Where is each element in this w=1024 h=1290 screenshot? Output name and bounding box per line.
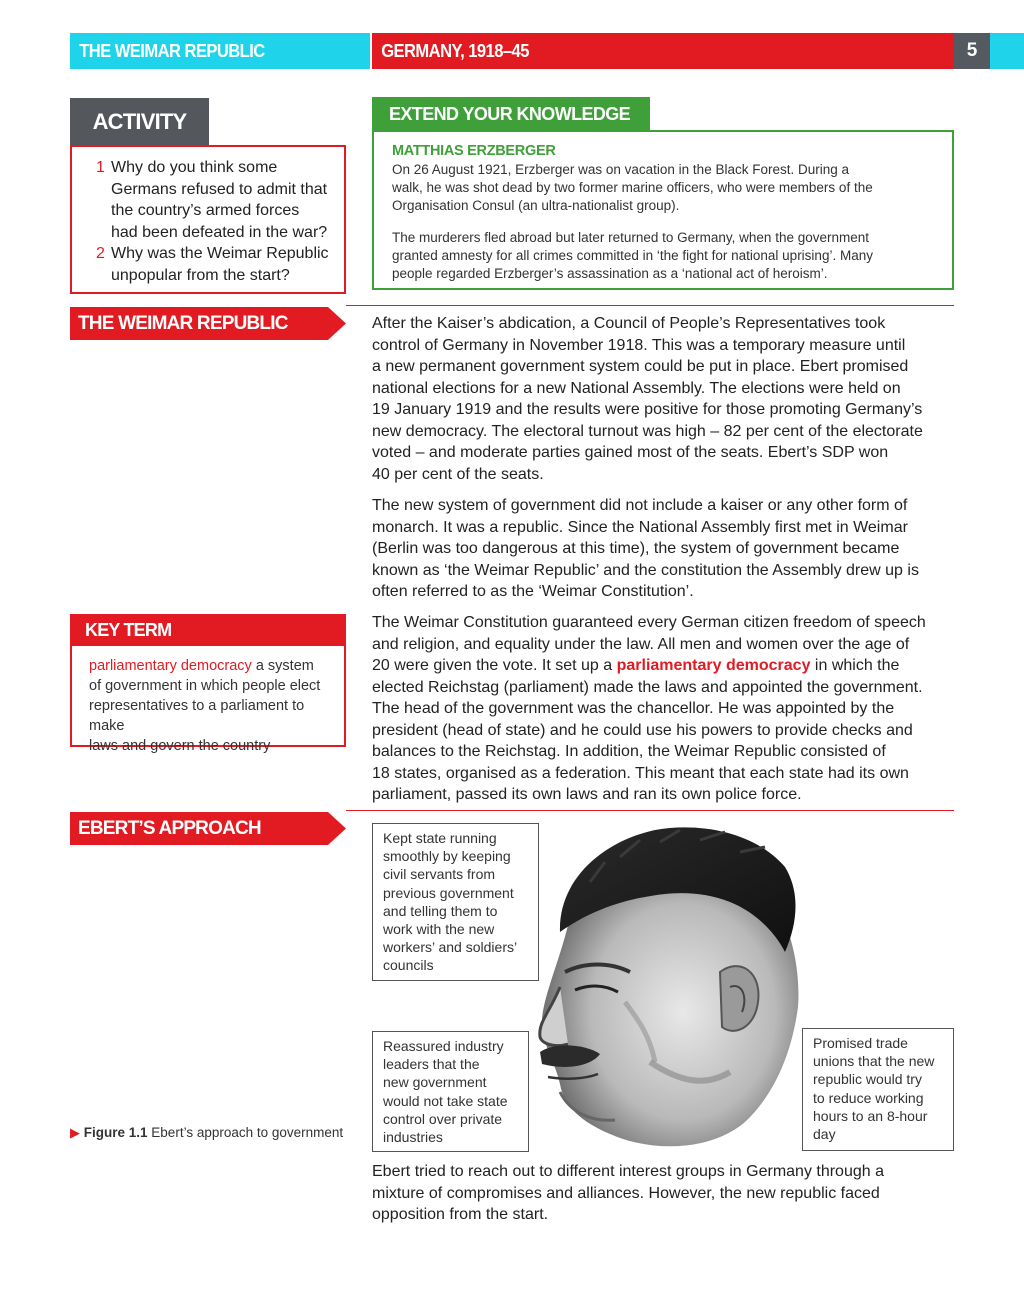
text-line: Promised trade [813,1035,908,1051]
text-line: (Berlin was too dangerous at this time), the system of government became [372,540,900,557]
ebert-portrait-image [530,822,805,1154]
text-line: people regarded Erzberger’s assassination as a ‘national act of heroism’. [392,266,828,281]
text-line: would not take state [383,1092,508,1109]
text-line: president (head of state) and he could use his powers to provide checks and [372,721,913,739]
question-line: Germans refused to admit that [111,180,328,198]
activity-question-1 [96,157,336,243]
section-banner-ebert [70,812,346,845]
header-left-band [70,33,370,69]
text-line: national elections for a new National Assembly. The elections were held on [372,379,901,397]
text-line: On 26 August 1921, Erzberger was on vacation in the Black Forest. During a [392,162,850,177]
key-term-title: KEY TERM [70,614,346,646]
text-line [89,656,339,676]
text-line: 18 states, organised as a federation. This meant that each state had its own [372,764,909,782]
weimar-paragraph-3 [372,612,952,806]
question-line: Why do you think some [111,159,278,176]
text-line: and telling them to [383,902,498,919]
text-fragment: a system [251,658,314,674]
text-line: The new system of government did not include a kaiser or any other form of [372,497,908,514]
weimar-paragraph-1 [372,313,952,485]
text-line: smoothly by keeping [383,848,511,865]
text-line: laws and govern the country [89,738,271,754]
text-line: work with the new [383,921,495,938]
header-right-band [372,33,954,69]
text-line: councils [383,957,434,974]
weimar-paragraph-2 [372,495,952,603]
text-line: walk, he was shot dead by two former marine officers, who were members of the [392,180,873,195]
text-line: hours to an 8-hour [813,1107,928,1124]
text-line: elected Reichstag (parliament) made the laws and appointed the government. [372,678,923,696]
text-line: new government [383,1074,487,1091]
text-fragment: in which the [810,657,900,674]
page-number: 5 [954,33,990,69]
section-title: EBERT’S APPROACH [78,818,261,839]
text-line: The Weimar Constitution guaranteed every German citizen freedom of speech [372,614,926,631]
figure-caption [70,1125,343,1141]
text-line: leaders that the [383,1056,480,1073]
text-line: parliament, passed its own laws and ran its own police force. [372,786,802,803]
caption-text: Ebert’s approach to government [147,1125,344,1140]
text-line: civil servants from [383,866,496,883]
text-line: control of Germany in November 1918. This was a temporary measure until [372,336,906,354]
text-line: opposition from the start. [372,1206,549,1223]
question-line: had been defeated in the war? [111,223,328,241]
text-line: Organisation Consul (an ultra-nationalist group). [392,198,680,213]
text-line: often referred to as the ‘Weimar Constitution’. [372,583,694,600]
extend-paragraph-1 [392,161,940,215]
text-line: voted – and moderate parties gained most of the seats. Ebert’s SDP won [372,444,889,461]
ebert-approach-box-trade-unions [802,1028,954,1151]
question-line: unpopular from the start? [111,266,290,284]
section-banner-weimar [70,307,346,340]
activity-question-2 [96,243,336,286]
ebert-closing-paragraph [372,1161,952,1226]
section-rule [346,305,954,306]
header-right-title: GERMANY, 1918–45 [381,41,529,61]
header-left-title: THE WEIMAR REPUBLIC [79,41,265,61]
ebert-approach-box-civil-servants [372,823,539,981]
text-line: 19 January 1919 and the results were positive for those promoting Germany’s [372,401,923,418]
text-fragment: 20 were given the vote. It set up a [372,657,617,674]
header-right-edge [990,33,1024,69]
text-line: and religion, and equality under the law. All men and women over the age of [372,635,910,653]
text-line: previous government [383,884,514,901]
text-line: balances to the Reichstag. In addition, the Weimar Republic consisted of [372,743,886,760]
section-rule [346,810,954,811]
ebert-approach-box-industry [372,1031,529,1152]
caption-arrow-icon: ▶ [70,1125,80,1140]
text-line: granted amnesty for all crimes committed in ‘the fight for national uprising’. Many [392,248,873,263]
key-term-word: parliamentary democracy [89,658,252,674]
text-line: of government in which people elect [89,678,321,694]
text-line: Kept state running [383,830,497,846]
question-number: 2 [96,245,105,262]
text-line [372,655,952,677]
question-line: the country’s armed forces [111,202,300,219]
caption-label: Figure 1.1 [83,1125,148,1140]
section-title: THE WEIMAR REPUBLIC [78,313,288,334]
text-line: day [813,1126,836,1143]
text-line: known as ‘the Weimar Republic’ and the constitution the Assembly drew up is [372,561,919,579]
text-line: Ebert tried to reach out to different interest groups in Germany through a [372,1163,884,1180]
extend-title: EXTEND YOUR KNOWLEDGE [372,97,650,131]
activity-title: ACTIVITY [70,98,209,145]
text-line: a new permanent government system could be put in place. Ebert promised [372,358,909,375]
text-line: republic would try [813,1071,922,1088]
text-line: control over private [383,1110,503,1127]
extend-heading: MATTHIAS ERZBERGER [392,143,556,159]
activity-box [70,145,346,294]
text-line: new democracy. The electoral turnout was high – 82 per cent of the electorate [372,422,923,440]
text-line: unions that the new [813,1053,935,1070]
text-line: 40 per cent of the seats. [372,465,544,483]
text-line: Reassured industry [383,1038,504,1054]
text-line: The head of the government was the chancellor. He was appointed by the [372,700,895,717]
text-line: industries [383,1129,443,1146]
extend-paragraph-2 [392,229,940,283]
key-term-definition [89,656,339,756]
text-line: monarch. It was a republic. Since the National Assembly first met in Weimar [372,518,908,536]
text-line: After the Kaiser’s abdication, a Council of People’s Representatives took [372,315,886,332]
text-line: representatives to a parliament to make [89,698,305,734]
text-line: mixture of compromises and alliances. However, the new republic faced [372,1184,880,1202]
question-number: 1 [96,159,105,176]
key-term-highlight: parliamentary democracy [616,657,811,674]
text-line: to reduce working [813,1089,924,1106]
text-line: workers’ and soldiers’ [383,939,518,956]
question-line: Why was the Weimar Republic [111,245,329,262]
text-line: The murderers fled abroad but later returned to Germany, when the government [392,230,870,245]
